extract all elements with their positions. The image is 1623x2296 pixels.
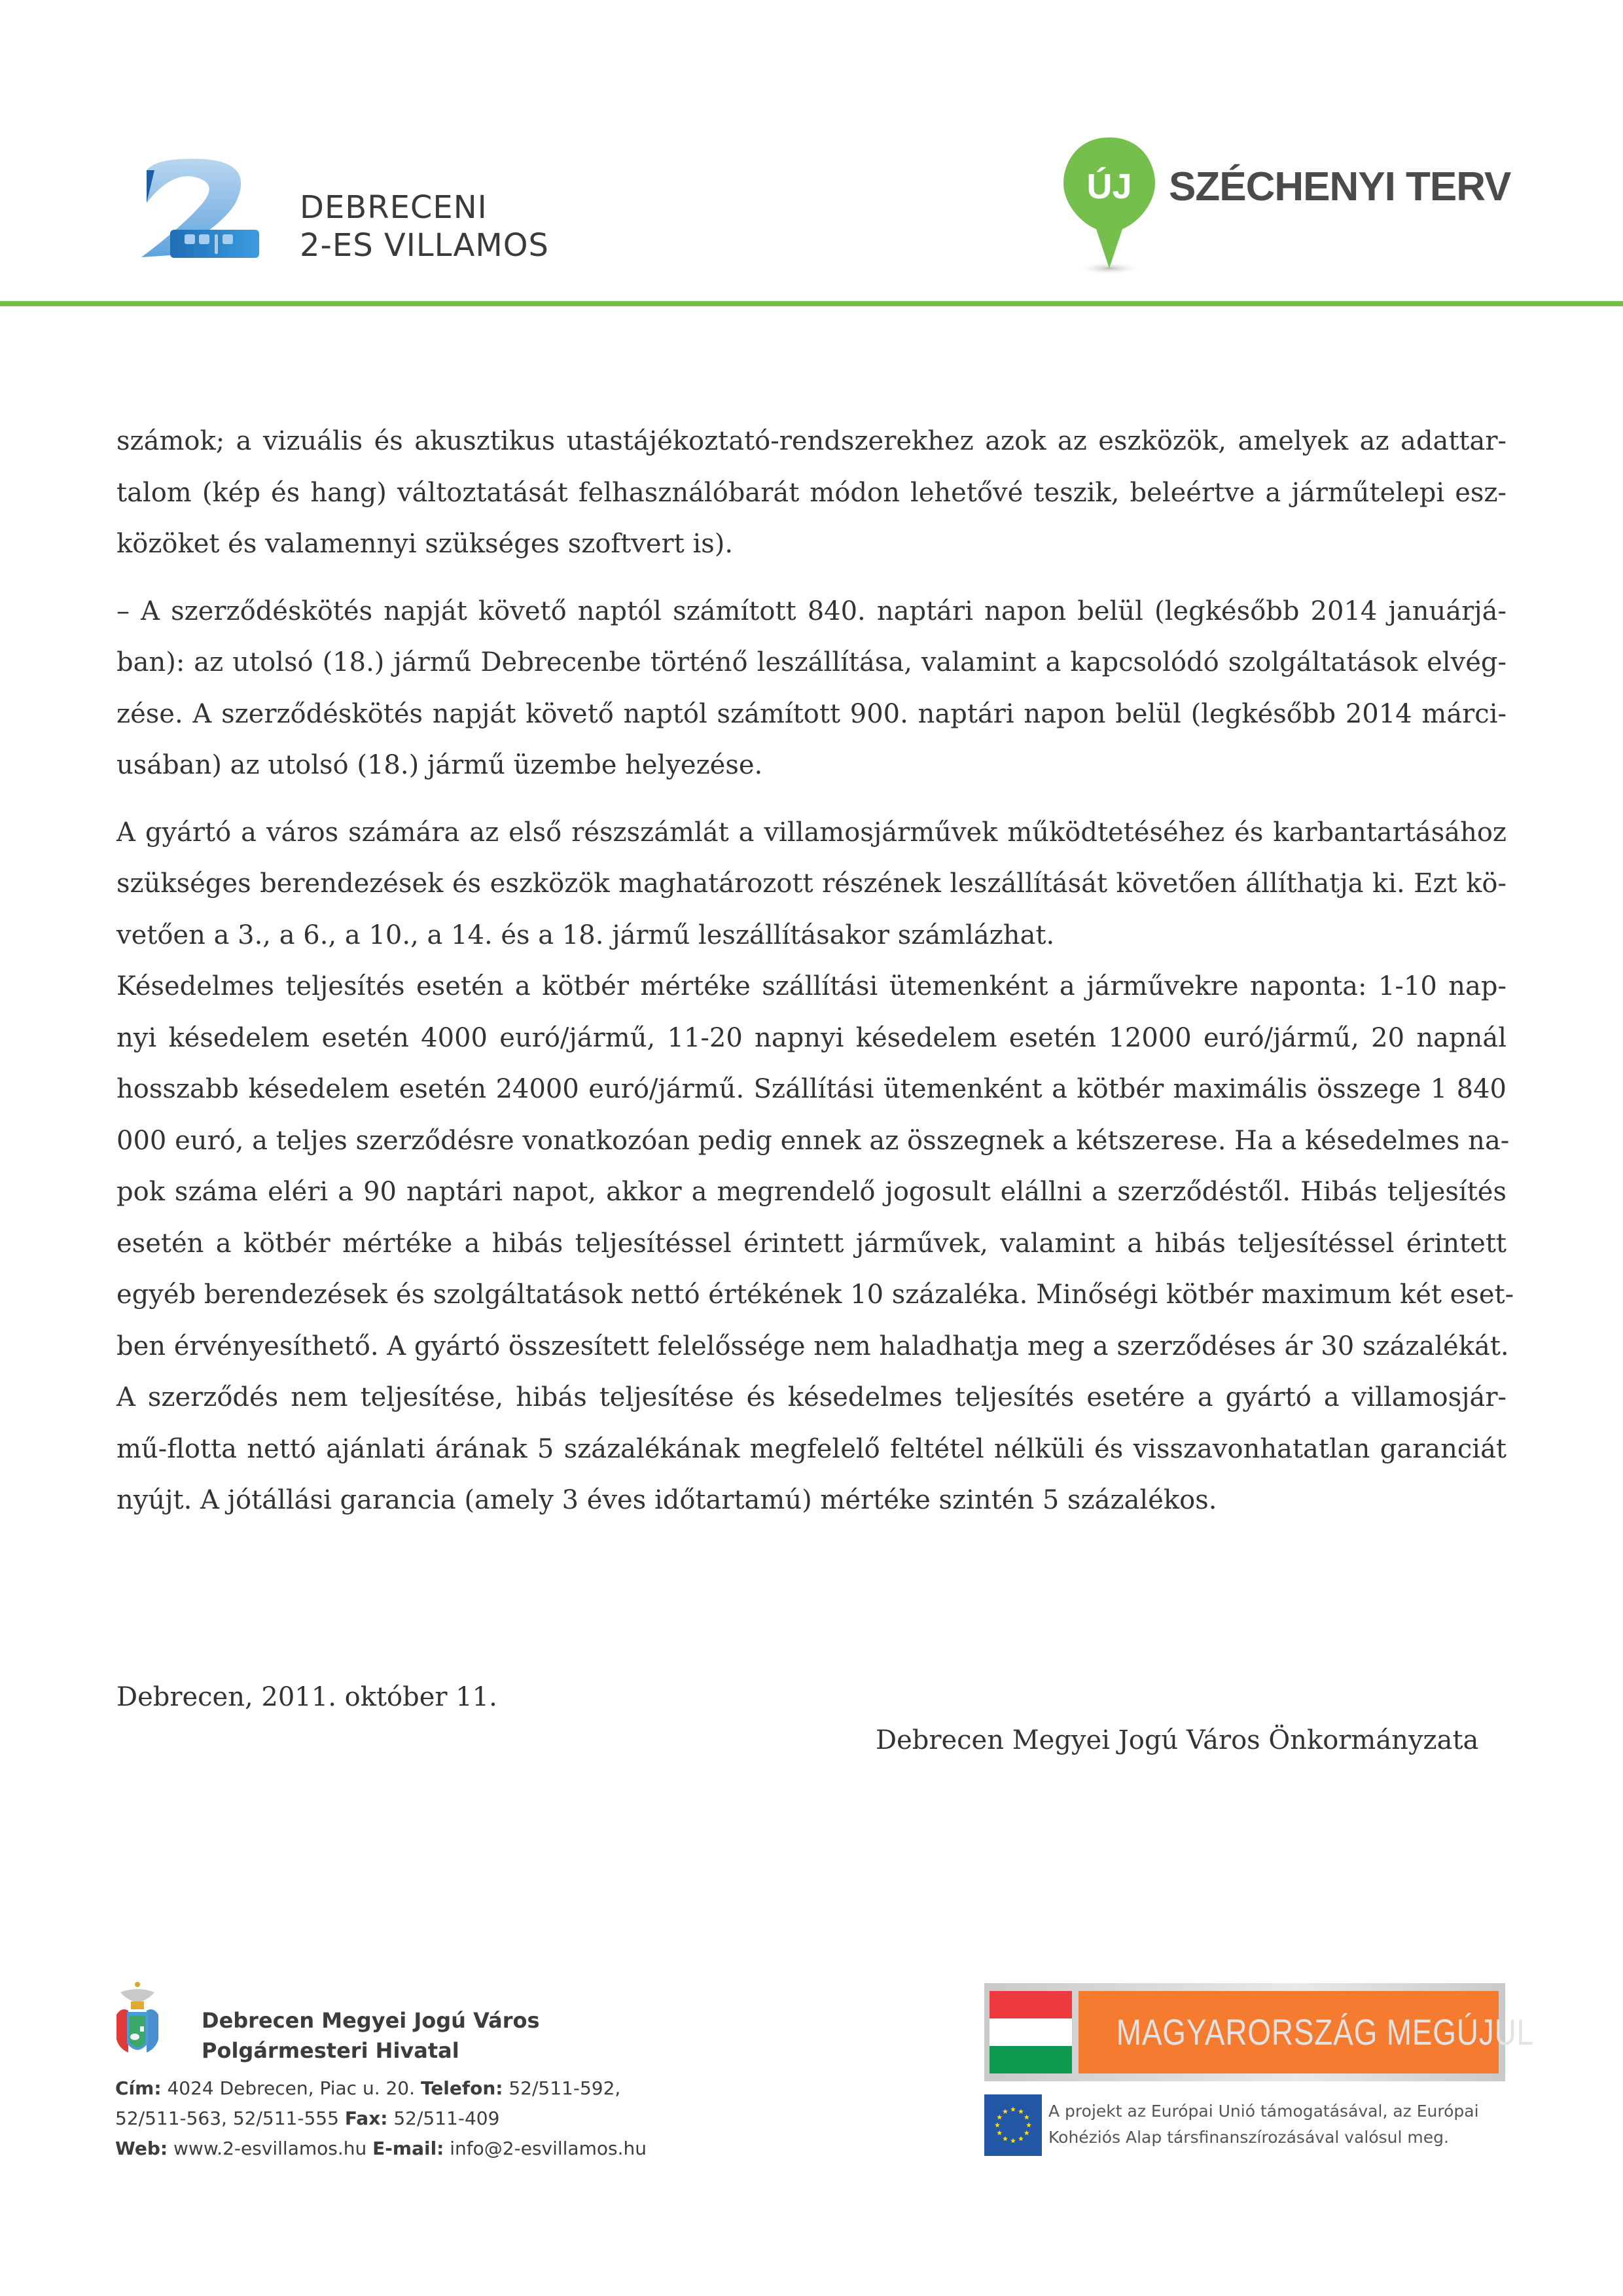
document-body <box>116 416 1514 1526</box>
text-line: ban): az utolsó (18.) jármű Debrecenbe történő leszállítása, valamint a kapcsolódó szolgáltatások elvég- <box>116 647 1507 677</box>
text-line: Késedelmes teljesítés esetén a kötbér mértéke szállítási ütemenként a járművekre naponta: 1-10 nap- <box>116 971 1507 1001</box>
text-line: zése. A szerződéskötés napját követő naptól számított 900. naptári napon belül (legkésőbb 2014 márci- <box>116 698 1507 729</box>
brand-line-2: 2-ES VILLAMOS <box>300 227 549 264</box>
text-line: nyi késedelem esetén 4000 euró/jármű, 11-20 napnyi késedelem esetén 12000 euró/jármű, 20 napnál <box>116 1022 1507 1053</box>
hungarian-flag-icon <box>990 1991 1072 2073</box>
eu-flag-icon <box>984 2094 1042 2156</box>
org-line-1: Debrecen Megyei Jogú Város <box>202 2008 540 2033</box>
text-line: egyéb berendezések és szolgáltatások nettó értékének 10 százaléka. Minőségi kötbér maximum két eset- <box>116 1280 1514 1310</box>
text-line: usában) az utolsó (18.) jármű üzembe helyezése. <box>116 750 763 780</box>
document-date: Debrecen, 2011. október 11. <box>116 1682 497 1712</box>
signatory: Debrecen Megyei Jogú Város Önkormányzata <box>876 1725 1479 1755</box>
text-line: esetén a kötbér mértéke a hibás teljesítéssel érintett járművek, valamint a hibás teljesítéssel érintett <box>116 1228 1507 1259</box>
fax-label: Fax: <box>344 2108 388 2129</box>
eu-funding-notice <box>1048 2098 1479 2151</box>
issuing-office <box>202 2005 540 2066</box>
eu-notice-line-1: A projekt az Európai Unió támogatásával, az Európai <box>1048 2102 1479 2121</box>
text-line: 000 euró, a teljes szerződésre vonatkozóan pedig ennek az összegnek a kétszerese. Ha a késedelmes na- <box>116 1125 1510 1156</box>
text-line: nyújt. A jótállási garancia (amely 3 éves időtartamú) mértéke szintén 5 százalékos. <box>116 1485 1217 1515</box>
text-line: mű-flotta nettó ajánlati árának 5 százalékának megfelelő feltétel nélküli és visszavonhatatlan garanciát <box>116 1433 1507 1464</box>
brand-line-1: DEBRECENI <box>300 189 488 226</box>
uj-badge-text: ÚJ <box>1086 167 1132 206</box>
text-line: vetően a 3., a 6., a 10., a 14. és a 18. jármű leszállításakor számlázhat. <box>116 920 1055 950</box>
text-line: A szerződés nem teljesítése, hibás teljesítése és késedelmes teljesítés esetére a gyártó a villamosjár- <box>116 1382 1507 1412</box>
text-line: talom (kép és hang) változtatását felhasználóbarát módon lehetővé teszik, beleértve a járműtelepi esz- <box>116 477 1507 508</box>
phone-value: 52/511-563, 52/511-555 <box>115 2108 339 2129</box>
text-line: A gyártó a város számára az első részszámlát a villamosjárművek működtetéséhez és karbantartásához <box>116 817 1507 848</box>
text-line: ben érvényesíthető. A gyártó összesített felelőssége nem haladhatja meg a szerződéses ár 30 százalékát. <box>116 1331 1509 1361</box>
web-link[interactable]: www.2-esvillamos.hu <box>173 2138 367 2159</box>
debrecen-coat-of-arms-icon <box>115 1981 160 2062</box>
address-value: 4024 Debrecen, Piac u. 20. <box>167 2077 416 2099</box>
text-line: közöket és valamennyi szükséges szoftvert is). <box>116 529 734 559</box>
text-line: pok száma eléri a 90 naptári napot, akkor a megrendelő jogosult elállni a szerződéstől. Hibás teljesítés <box>116 1177 1507 1207</box>
contact-info <box>115 2073 647 2164</box>
text-line: hosszabb késedelem esetén 24000 euró/jármű. Szállítási ütemenként a kötbér maximális összege 1 840 <box>116 1074 1507 1104</box>
text-line: számok; a vizuális és akusztikus utastájékoztató-rendszerekhez azok az eszközök, amelyek az adattar- <box>116 426 1507 456</box>
paragraph-4 <box>116 961 1514 1526</box>
header-divider <box>0 301 1623 306</box>
fax-value: 52/511-409 <box>393 2108 500 2129</box>
email-link[interactable]: info@2-esvillamos.hu <box>450 2138 647 2159</box>
paragraph-3 <box>116 807 1507 961</box>
paragraph-2 <box>116 586 1507 791</box>
paragraph-1 <box>116 416 1507 570</box>
brand-name <box>300 188 549 264</box>
email-label: E-mail: <box>372 2138 444 2159</box>
debreceni-villamos-logo <box>131 157 268 268</box>
banner-text: MAGYARORSZÁG MEGÚJUL <box>1116 2011 1534 2053</box>
szechenyi-terv-title: SZÉCHENYI TERV <box>1169 164 1511 209</box>
phone-value: 52/511-592, <box>508 2077 621 2099</box>
text-line: – A szerződéskötés napját követő naptól számított 840. naptári napon belül (legkésőbb 2014 januárjá- <box>116 596 1507 626</box>
eu-notice-line-2: Kohéziós Alap társfinanszírozásával valósul meg. <box>1048 2128 1449 2147</box>
org-line-2: Polgármesteri Hivatal <box>202 2038 459 2063</box>
uj-szechenyi-pin-icon <box>1060 134 1158 278</box>
address-label: Cím: <box>115 2077 162 2099</box>
phone-label: Telefon: <box>420 2077 503 2099</box>
text-line: szükséges berendezések és eszközök maghatározott részének leszállítását követően állíthatja ki. Ezt kö- <box>116 869 1507 899</box>
web-label: Web: <box>115 2138 168 2159</box>
